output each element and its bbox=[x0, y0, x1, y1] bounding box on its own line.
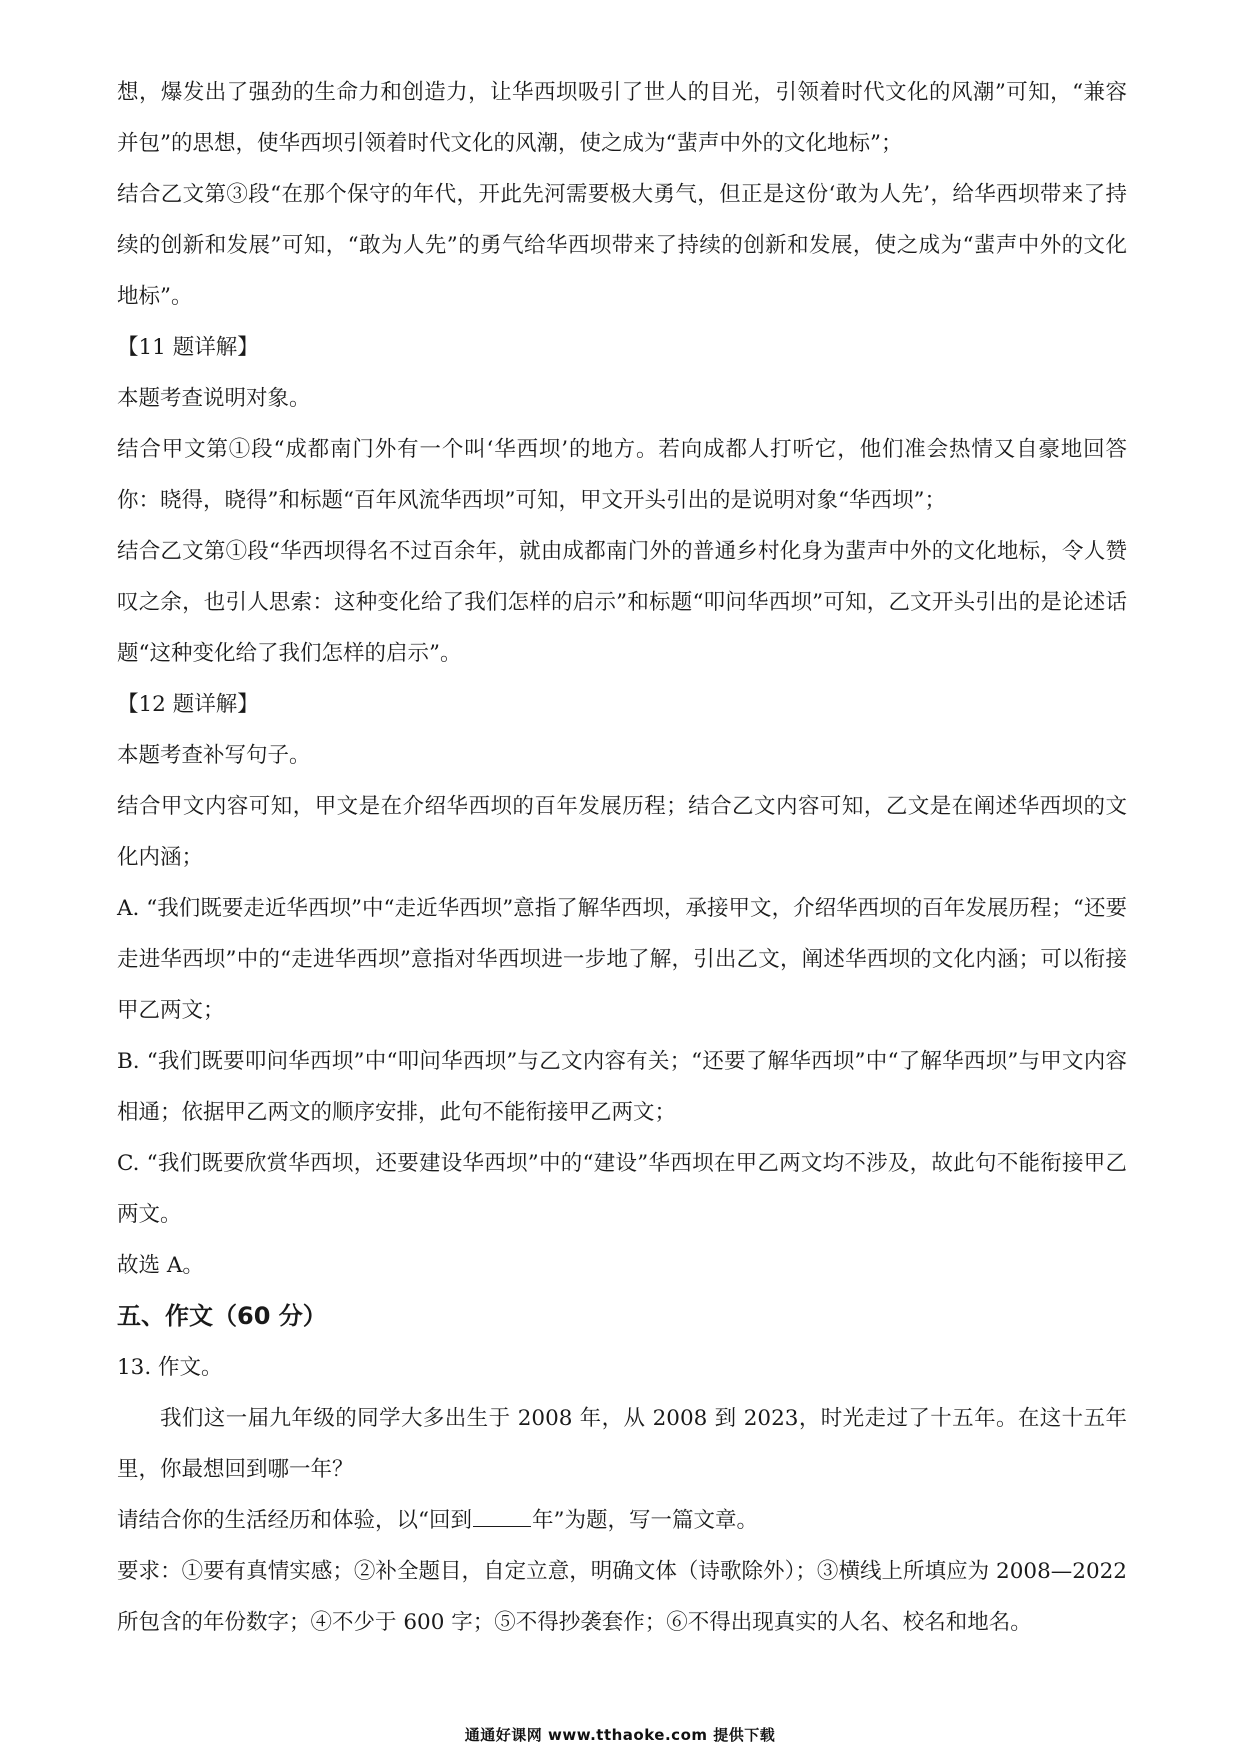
instruction-after: 年”为题，写一篇文章。 bbox=[532, 1508, 758, 1533]
option-a-analysis: A. “我们既要走近华西坝”中“走近华西坝”意指了解华西坝，承接甲文，介绍华西坝的百年发展历程；“还要走进华西坝”中的“走进华西坝”意指对华西坝进一步地了解，引出乙文，阐述华西坝的文化内涵；可以衔接甲乙两文； bbox=[117, 896, 1127, 1023]
paragraph: 结合乙文第①段“华西坝得名不过百余年，就由成都南门外的普通乡村化身为蜚声中外的文化地标，令人赞叹之余，也引人思索：这种变化给了我们怎样的启示”和标题“叩问华西坝”可知，乙文开头引出的是论述话题“这种变化给了我们怎样的启示”。 bbox=[117, 539, 1127, 666]
option-c-analysis: C. “我们既要欣赏华西坝，还要建设华西坝”中的“建设”华西坝在甲乙两文均不涉及，故此句不能衔接甲乙两文。 bbox=[117, 1151, 1127, 1227]
option-b-analysis: B. “我们既要叩问华西坝”中“叩问华西坝”与乙文内容有关；“还要了解华西坝”中“了解华西坝”与甲文内容相通；依据甲乙两文的顺序安排，此句不能衔接甲乙两文； bbox=[117, 1049, 1127, 1125]
paragraph: 本题考查补写句子。 bbox=[117, 743, 311, 768]
question-12-heading: 【12 题详解】 bbox=[117, 692, 259, 717]
paragraph: 结合甲文第①段“成都南门外有一个叫‘华西坝’的地方。若向成都人打听它，他们准会热情又自豪地回答你：晓得，晓得”和标题“百年风流华西坝”可知，甲文开头引出的是说明对象“华西坝”； bbox=[117, 437, 1127, 513]
page-footer: 通通好课网 www.tthaoke.com 提供下载 bbox=[464, 1726, 776, 1744]
title-blank-line bbox=[473, 1508, 531, 1527]
essay-instruction bbox=[117, 1495, 1127, 1546]
instruction-before: 请结合你的生活经历和体验，以“回到 bbox=[117, 1508, 472, 1533]
essay-requirements: 要求：①要有真情实感；②补全题目，自定立意，明确文体（诗歌除外）；③横线上所填应为 2008—2022 所包含的年份数字；④不少于 600 字；⑤不得抄袭套作；⑥不得出现真实的人名、校名和地名。 bbox=[117, 1559, 1127, 1635]
answer-choice: 故选 A。 bbox=[117, 1253, 204, 1278]
section-heading: 五、作文（60 分） bbox=[117, 1302, 327, 1330]
essay-prompt: 我们这一届九年级的同学大多出生于 2008 年，从 2008 到 2023，时光走过了十五年。在这十五年里，你最想回到哪一年？ bbox=[117, 1406, 1127, 1482]
paragraph: 结合甲文内容可知，甲文是在介绍华西坝的百年发展历程；结合乙文内容可知，乙文是在阐述华西坝的文化内涵； bbox=[117, 794, 1127, 870]
paragraph: 结合乙文第③段“在那个保守的年代，开此先河需要极大勇气，但正是这份‘敢为人先’，给华西坝带来了持续的创新和发展”可知，“敢为人先”的勇气给华西坝带来了持续的创新和发展，使之成为“蜚声中外的文化地标”。 bbox=[117, 182, 1127, 309]
paragraph: 想，爆发出了强劲的生命力和创造力，让华西坝吸引了世人的目光，引领着时代文化的风潮”可知，“兼容并包”的思想，使华西坝引领着时代文化的风潮，使之成为“蜚声中外的文化地标”； bbox=[117, 80, 1127, 156]
question-11-heading: 【11 题详解】 bbox=[117, 335, 259, 360]
answer-content bbox=[117, 67, 1127, 1648]
question-13-label: 13. 作文。 bbox=[117, 1355, 223, 1380]
paragraph: 本题考查说明对象。 bbox=[117, 386, 311, 411]
